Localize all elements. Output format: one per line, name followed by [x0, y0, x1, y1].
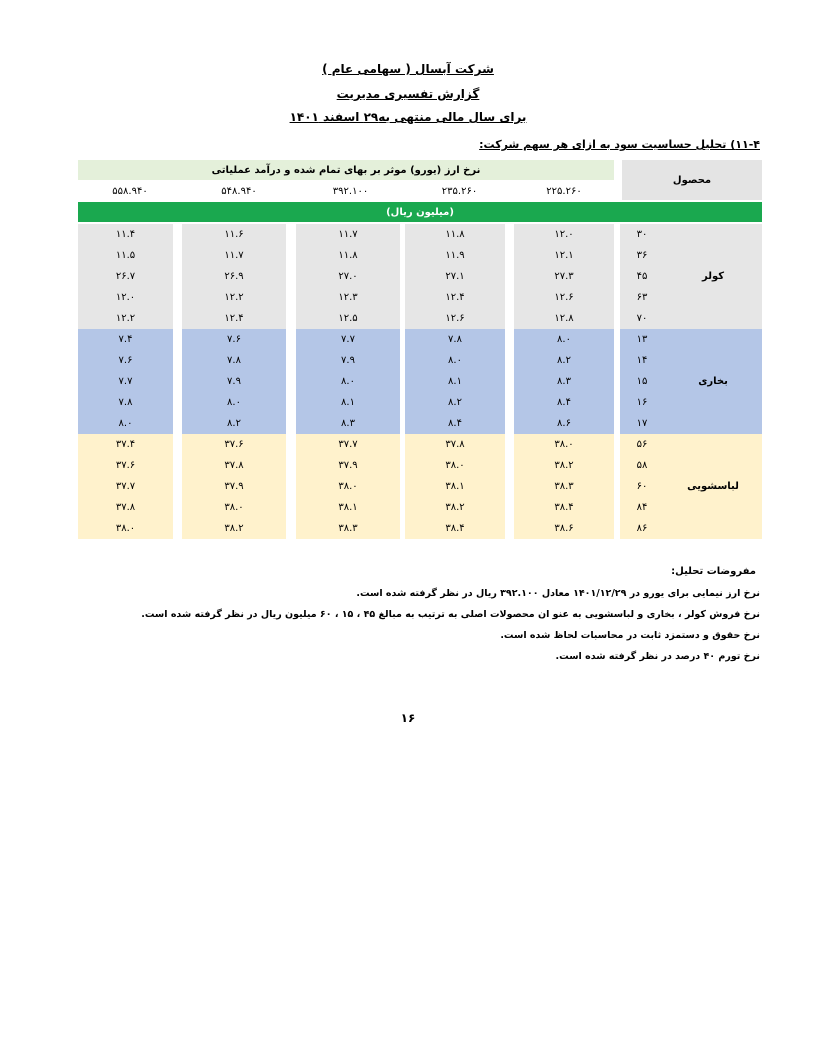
price-cell: ۱۳	[636, 334, 648, 345]
eps-value-cell: ۱۱.۷	[224, 250, 244, 261]
price-cell: ۶۳	[636, 292, 648, 303]
product-header: محصول	[622, 160, 762, 200]
eps-value-cell: ۸.۴	[557, 397, 571, 408]
rate-value: ۵۴۸.۹۴۰	[221, 185, 257, 197]
note-item: نرخ حقوق و دستمزد ثابت در محاسبات لحاظ شده است.	[500, 630, 760, 641]
eps-value-cell: ۲۷.۰	[338, 271, 358, 282]
eps-value-cell: ۷.۸	[118, 397, 133, 408]
eps-value-cell: ۸.۶	[557, 418, 571, 429]
eps-value-cell: ۳۸.۰	[445, 460, 465, 471]
eps-value-cell: ۲۷.۳	[554, 271, 574, 282]
price-cell: ۱۷	[636, 418, 648, 429]
eps-value-cell: ۳۸.۳	[338, 523, 358, 534]
product-name: کولر	[701, 271, 725, 282]
eps-value-cell: ۳۷.۹	[224, 481, 244, 492]
eps-value-cell: ۷.۷	[341, 334, 355, 345]
note-item: نرخ ارز نیمایی برای یورو در ۱۴۰۱/۱۲/۲۹ معادل ۳۹۲.۱۰۰ ریال در نظر گرفته شده است.	[356, 588, 760, 599]
eps-value-cell: ۳۸.۰	[224, 502, 244, 513]
rate-value: ۲۲۵.۲۶۰	[546, 185, 582, 197]
eps-value-cell: ۳۸.۲	[554, 460, 574, 471]
eps-value-cell: ۷.۷	[118, 376, 133, 387]
eps-value-cell: ۳۸.۲	[224, 523, 244, 534]
price-cell: ۶۰	[636, 481, 648, 492]
eps-value-cell: ۸.۳	[341, 418, 355, 429]
rate-value: ۳۹۲.۱۰۰	[332, 185, 369, 197]
eps-value-cell: ۱۱.۷	[338, 229, 358, 240]
eps-value-cell: ۳۷.۸	[445, 439, 465, 450]
price-cell: ۴۵	[636, 271, 648, 282]
product-name: بخاری	[698, 376, 728, 387]
price-cell: ۱۶	[636, 397, 648, 408]
eps-value-cell: ۸.۰	[448, 355, 462, 366]
eps-value-cell: ۱۲.۵	[338, 313, 358, 324]
eps-value-cell: ۷.۴	[118, 334, 133, 345]
price-cell: ۸۶	[636, 523, 648, 534]
rate-values-row	[78, 182, 614, 200]
page-number: ۱۶	[400, 711, 416, 725]
price-cell: ۵۸	[636, 460, 648, 471]
eps-value-cell: ۳۷.۷	[115, 481, 136, 492]
eps-value-cell: ۳۷.۶	[224, 439, 244, 450]
eps-value-cell: ۳۸.۲	[445, 502, 465, 513]
product-name: لباسشویی	[687, 481, 739, 492]
eps-value-cell: ۱۲.۸	[554, 313, 574, 324]
eps-value-cell: ۱۱.۹	[445, 250, 465, 261]
eps-value-cell: ۱۲.۴	[224, 313, 244, 324]
eps-value-cell: ۱۲.۶	[554, 292, 574, 303]
eps-value-cell: ۳۸.۱	[338, 502, 358, 513]
report-title: گزارش تفسیری مدیریت	[336, 87, 480, 101]
eps-value-cell: ۷.۶	[118, 355, 133, 366]
note-item: نرخ تورم ۴۰ درصد در نظر گرفته شده است.	[555, 651, 760, 662]
eps-value-cell: ۱۲.۶	[445, 313, 465, 324]
eps-value-cell: ۱۲.۲	[115, 313, 136, 324]
eps-value-cell: ۳۷.۸	[224, 460, 244, 471]
eps-value-cell: ۸.۲	[557, 355, 571, 366]
eps-value-cell: ۳۸.۴	[445, 523, 465, 534]
product-group	[78, 329, 762, 434]
rate-header: نرخ ارز (یورو) موثر بر بهای تمام شده و درآمد عملیاتی	[78, 160, 614, 180]
price-cell: ۳۶	[636, 250, 648, 261]
price-cell: ۵۶	[636, 439, 648, 450]
eps-value-cell: ۱۱.۵	[115, 250, 136, 261]
eps-value-cell: ۸.۴	[448, 418, 462, 429]
eps-value-cell: ۷.۶	[227, 334, 241, 345]
price-cell: ۱۴	[636, 355, 648, 366]
eps-value-cell: ۳۷.۴	[115, 439, 136, 450]
eps-value-cell: ۳۷.۸	[115, 502, 136, 513]
eps-value-cell: ۳۸.۴	[554, 502, 574, 513]
rate-value: ۵۵۸.۹۴۰	[112, 185, 148, 197]
unit-bar: (میلیون ریال)	[78, 202, 762, 222]
price-cell: ۳۰	[636, 229, 648, 240]
eps-value-cell: ۷.۸	[448, 334, 462, 345]
price-cell: ۸۴	[636, 502, 648, 513]
notes-heading: مفروضات تحلیل:	[671, 566, 756, 577]
product-group	[78, 434, 762, 539]
eps-value-cell: ۳۸.۰	[115, 523, 136, 534]
eps-value-cell: ۸.۰	[118, 418, 133, 429]
assumptions-notes	[60, 566, 760, 667]
eps-value-cell: ۱۲.۴	[445, 292, 465, 303]
eps-value-cell: ۳۸.۳	[554, 481, 574, 492]
product-group	[78, 224, 762, 329]
period-title: برای سال مالی منتهی به۲۹ اسفند ۱۴۰۱	[289, 110, 527, 124]
eps-value-cell: ۳۸.۰	[554, 439, 574, 450]
company-title: شرکت آبسال ( سهامی عام )	[322, 62, 494, 76]
eps-value-cell: ۳۸.۶	[554, 523, 574, 534]
eps-value-cell: ۳۷.۹	[338, 460, 358, 471]
eps-value-cell: ۳۷.۶	[115, 460, 136, 471]
eps-value-cell: ۸.۱	[448, 376, 462, 387]
eps-value-cell: ۱۱.۸	[338, 250, 358, 261]
rate-value: ۲۳۵.۲۶۰	[441, 185, 478, 197]
eps-value-cell: ۸.۳	[557, 376, 571, 387]
eps-value-cell: ۷.۹	[341, 355, 355, 366]
table-body	[78, 224, 762, 539]
eps-value-cell: ۷.۹	[227, 376, 241, 387]
eps-value-cell: ۳۸.۱	[445, 481, 465, 492]
eps-value-cell: ۱۲.۰	[554, 229, 574, 240]
note-item: نرخ فروش کولر ، بخاری و لباسشویی به عنو ان محصولات اصلی به ترتیب به مبالغ ۴۵ ، ۱۵ ، ۶۰ میلیون ریال در نظر گرفته شده است.	[141, 609, 760, 620]
eps-value-cell: ۸.۱	[341, 397, 355, 408]
eps-value-cell: ۸.۲	[448, 397, 462, 408]
price-cell: ۱۵	[636, 376, 648, 387]
eps-value-cell: ۱۲.۰	[115, 292, 136, 303]
eps-value-cell: ۱۱.۸	[445, 229, 465, 240]
eps-value-cell: ۷.۸	[227, 355, 241, 366]
eps-value-cell: ۱۱.۶	[224, 229, 244, 240]
eps-value-cell: ۸.۰	[557, 334, 571, 345]
eps-value-cell: ۱۲.۳	[338, 292, 358, 303]
section-heading: ۱۱-۴) تحلیل حساسیت سود به ازای هر سهم شرکت:	[479, 138, 760, 151]
eps-value-cell: ۱۱.۴	[115, 229, 136, 240]
eps-value-cell: ۲۷.۱	[445, 271, 465, 282]
eps-value-cell: ۱۲.۲	[224, 292, 244, 303]
eps-value-cell: ۲۶.۷	[115, 271, 136, 282]
eps-value-cell: ۳۷.۷	[338, 439, 358, 450]
eps-value-cell: ۲۶.۹	[224, 271, 244, 282]
eps-value-cell: ۳۸.۰	[338, 481, 358, 492]
eps-value-cell: ۸.۰	[341, 376, 355, 387]
eps-value-cell: ۸.۲	[227, 418, 241, 429]
eps-value-cell: ۸.۰	[227, 397, 241, 408]
eps-value-cell: ۱۲.۱	[554, 250, 574, 261]
price-cell: ۷۰	[636, 313, 648, 324]
